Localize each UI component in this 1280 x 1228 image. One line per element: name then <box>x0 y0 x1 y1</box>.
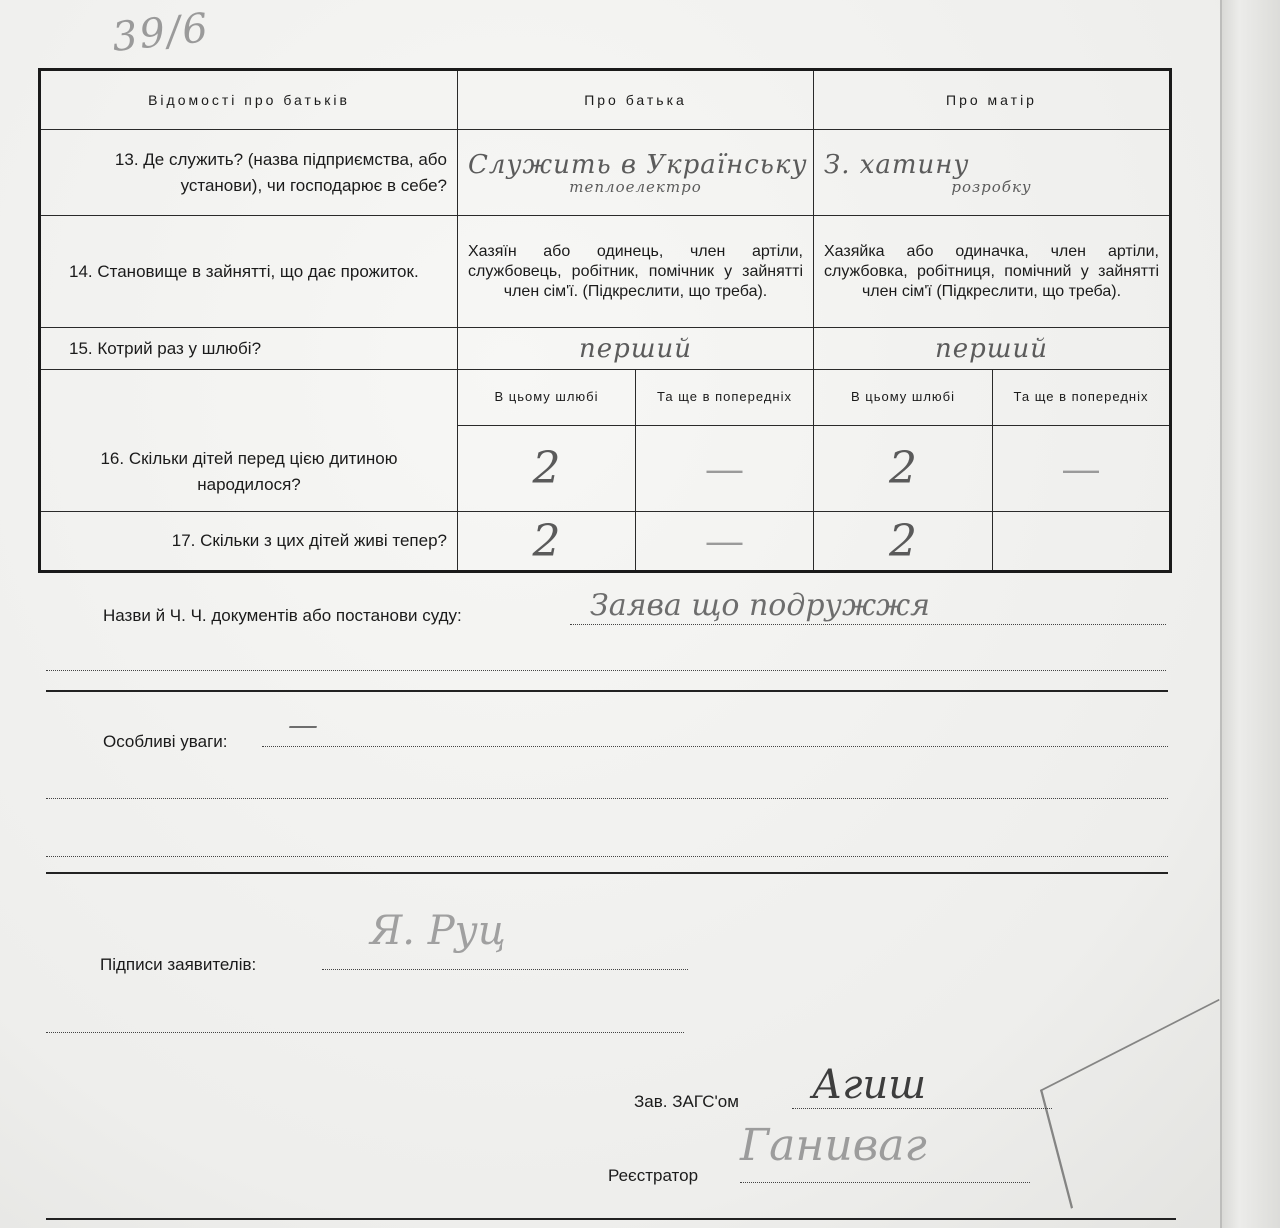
row16-mother-this-value: 2 <box>889 443 917 494</box>
documents-handwriting: Заява що подружжя <box>590 588 931 623</box>
row16-mother-prev-value: — <box>1063 447 1099 489</box>
row17-mother-this-value: 2 <box>889 515 917 567</box>
subheader-father-this: В цьому шлюбі <box>458 370 636 426</box>
row16-father-prev <box>636 426 814 512</box>
remarks-dotted-line <box>262 746 1168 747</box>
row16-mother-prev <box>993 426 1171 512</box>
row17-father-this <box>458 512 636 572</box>
row16-label: 16. Скільки дітей перед цією дитиною народилося? <box>40 370 458 512</box>
row16-father-this-value: 2 <box>532 443 561 494</box>
remarks-label: Особливі уваги: <box>103 732 228 751</box>
row17-father-prev-value: — <box>706 520 743 561</box>
row15-mother-cell <box>814 328 1171 370</box>
row17-mother-this <box>814 512 993 572</box>
archive-number: 39/6 <box>109 5 212 61</box>
separator-line-1 <box>46 690 1168 692</box>
head-zags-signature: Агиш <box>812 1062 927 1108</box>
header-father: Про батька <box>458 70 814 130</box>
remarks-dotted-line-3 <box>46 856 1168 857</box>
row16-mother-this <box>814 426 993 512</box>
row13-father-handwriting-sub: теплоелектро <box>569 177 702 196</box>
documents-dotted-line <box>570 624 1166 625</box>
row13-mother-handwriting: З. хатину <box>824 149 970 180</box>
signatures-label: Підписи заявителів: <box>100 955 257 974</box>
documents-label: Назви й Ч. Ч. документів або постанови суду: <box>103 606 462 625</box>
corner-fold-mark <box>1040 999 1250 1209</box>
row15-mother-handwriting: перший <box>935 333 1048 364</box>
remarks-handwriting: — <box>288 708 318 743</box>
parents-info-table <box>38 68 1169 570</box>
registrar-signature: Ганиваг <box>740 1120 927 1171</box>
row13-father-handwriting: Служить в Українську <box>468 149 808 180</box>
row13-father-cell <box>458 130 814 216</box>
row15-father-handwriting: перший <box>579 333 692 364</box>
row15-father-cell <box>458 328 814 370</box>
subheader-father-prev: Та ще в попередніх <box>636 370 814 426</box>
head-zags-label: Зав. ЗАГС'ом <box>634 1092 739 1111</box>
row15-label: 15. Котрий раз у шлюбі? <box>40 328 458 370</box>
registrar-dotted-line <box>740 1182 1030 1183</box>
row13-mother-cell <box>814 130 1171 216</box>
row13-mother-handwriting-sub: розробку <box>951 177 1032 196</box>
registrar-label: Реєстратор <box>608 1166 699 1185</box>
header-parents-info: Відомості про батьків <box>40 70 458 130</box>
row16-father-prev-value: — <box>706 447 743 489</box>
row14-father-options: Хазяїн або одинець, член артіли, службовець, робітник, помічник у зайнятті член сім'ї. (Підкреслити, що треба). <box>458 216 814 328</box>
row14-mother-options: Хазяйка або одиначка, член артіли, службовка, робітниця, помічний у зайнятті член сім'ї (Підкреслити, що треба). <box>814 216 1171 328</box>
separator-line-2 <box>46 872 1168 874</box>
signatures-dotted-line-2 <box>46 1032 684 1033</box>
subheader-mother-this: В цьому шлюбі <box>814 370 993 426</box>
remarks-dotted-line-2 <box>46 798 1168 799</box>
row16-father-this <box>458 426 636 512</box>
row17-father-prev <box>636 512 814 572</box>
bottom-border-line <box>46 1218 1176 1220</box>
row14-label: 14. Становище в зайнятті, що дає прожиток. <box>40 216 458 328</box>
row17-mother-prev <box>993 512 1171 572</box>
row17-label: 17. Скільки з цих дітей живі тепер? <box>40 512 458 572</box>
signatures-dotted-line <box>322 969 688 970</box>
documents-dotted-line-2 <box>46 670 1166 671</box>
row13-label: 13. Де служить? (назва підприємства, або установи), чи господарює в себе? <box>40 130 458 216</box>
signatures-handwriting: Я. Руц <box>370 908 506 954</box>
row17-father-this-value: 2 <box>532 515 561 567</box>
header-mother: Про матір <box>814 70 1171 130</box>
subheader-mother-prev: Та ще в попередніх <box>993 370 1171 426</box>
head-zags-dotted-line <box>792 1108 1052 1109</box>
binding-edge <box>1220 0 1280 1228</box>
